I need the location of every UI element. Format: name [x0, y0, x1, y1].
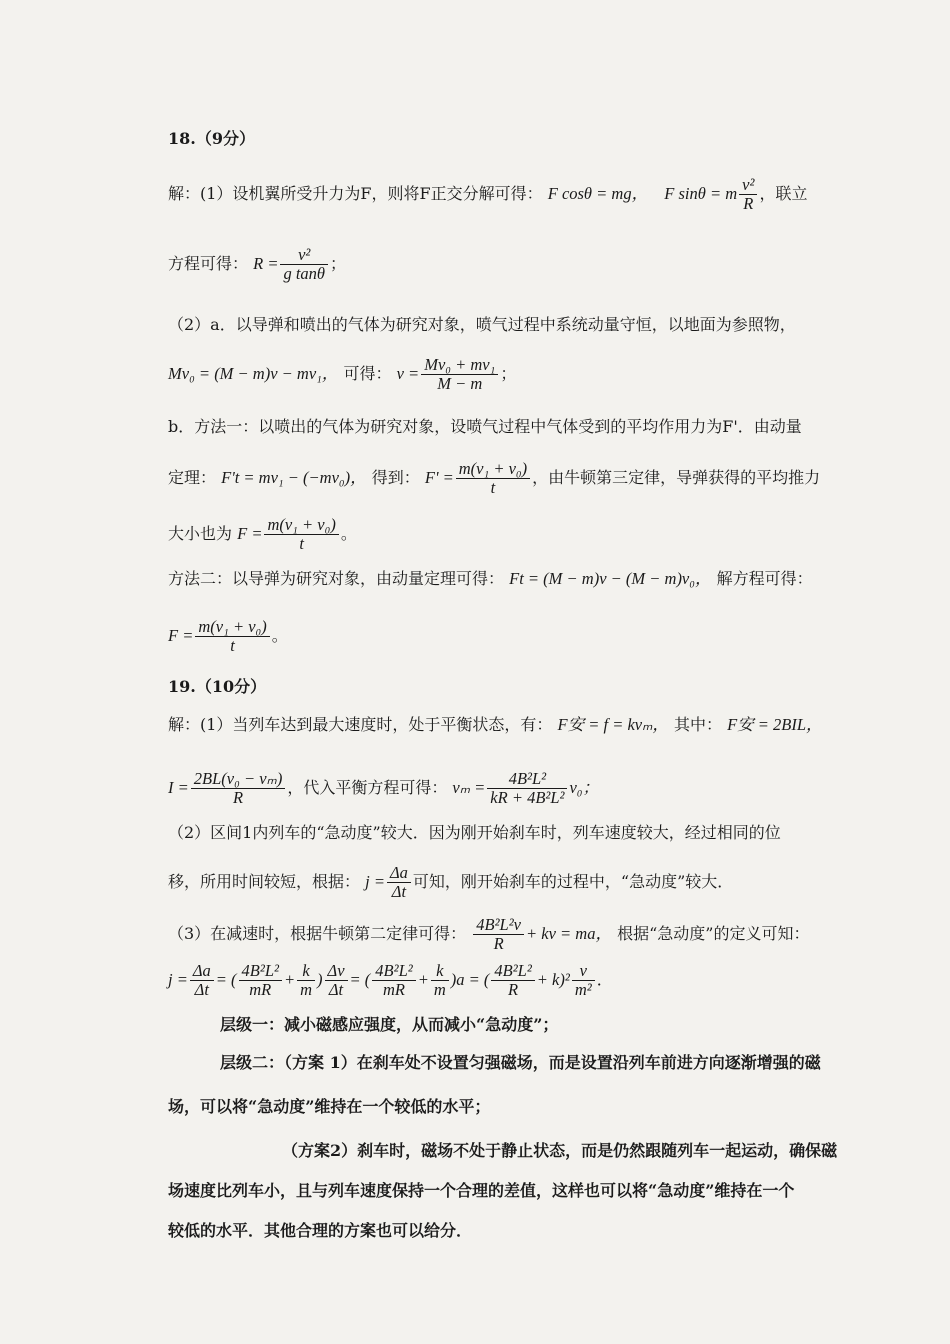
q19-balance-eq: F安 = f = kvₘ， [557, 715, 669, 734]
frac-numerator: Δa [387, 864, 411, 883]
frac-numerator: 4B²L² [372, 962, 415, 981]
frac-denominator: mR [249, 980, 272, 999]
q19-s3-tail: 根据“急动度”的定义可知： [617, 924, 810, 943]
frac-dv-dt [325, 962, 348, 999]
frac-numerator: v² [739, 176, 757, 195]
frac-numerator: m(v₁ + v₀) [456, 460, 530, 479]
frac-numerator: 4B²L² [491, 962, 534, 981]
q18-frac-v [421, 356, 498, 393]
q19-part2-line2 [168, 864, 733, 901]
frac-denominator: m [300, 980, 313, 999]
frac-denominator: t [299, 534, 304, 553]
jerk-op3: = ( [349, 970, 371, 989]
frac-da-dt [190, 962, 214, 999]
q19-level1: 层级一：减小磁感应强度，从而减小“急动度”； [220, 1015, 559, 1034]
jerk-op4: )a = ( [450, 970, 490, 989]
jerk-plus2: + [417, 970, 429, 989]
q19-part2-line1: （2）区间1内列车的“急动度”较大．因为刚开始刹车时，列车速度较大，经过相同的位 [168, 823, 781, 842]
q18-result-label: 方程可得： [168, 254, 249, 273]
frac-v-m2 [572, 962, 595, 999]
frac-k-m [297, 962, 315, 999]
frac-numerator: Mv₀ + mv₁ [421, 356, 498, 375]
frac-denominator: R [232, 788, 244, 807]
frac-numerator: Δv [325, 962, 348, 981]
frac-b2l2-r [491, 962, 534, 999]
q19-p1-mid: 其中： [673, 715, 722, 734]
q19-p2-tail: v₀； [569, 778, 600, 797]
frac-denominator: t [490, 478, 496, 497]
frac-denominator: Δt [391, 882, 407, 901]
frac-denominator: m [433, 980, 446, 999]
q18-fprime-lhs: F' = [424, 468, 454, 487]
q18-r-lhs: R = [253, 254, 279, 273]
frac-numerator: v [572, 962, 595, 981]
q18-m2-text: 方法二：以导弹为研究对象，由动量定理可得： [168, 569, 505, 588]
frac-denominator: Δt [194, 980, 209, 999]
frac-numerator: m(v₁ + v₀) [264, 516, 338, 535]
q19-level3-line2: 场速度比列车小，且与列车速度保持一个合理的差值，这样也可以将“急动度”维持在一个 [168, 1181, 795, 1200]
q19-level3-line3: 较低的水平．其他合理的方案也可以给分． [168, 1221, 473, 1240]
frac-denominator: R [493, 934, 504, 953]
frac-denominator: Δt [328, 980, 344, 999]
q19-force-eq: F安 = 2BIL， [727, 715, 823, 734]
q18-frac-v2-r [739, 176, 757, 213]
frac-numerator: 4B²L²v [473, 916, 524, 935]
q18-part1-text: 解：(1）设机翼所受升力为F，则将F正交分解可得： [168, 184, 543, 203]
q19-level3-line1: （方案2）刹车时，磁场不处于静止状态，而是仍然跟随列车一起运动，确保磁 [282, 1141, 838, 1160]
q18-frac-m2b [195, 618, 269, 655]
q18-b2-label: 定理： [168, 468, 217, 487]
q19-heading: 19.（10分） [168, 677, 267, 696]
q18-method2-result [168, 618, 288, 655]
q18-b2-tail: ，由牛顿第三定律，导弹获得的平均推力 [532, 468, 821, 487]
frac-numerator: 4B²L² [487, 770, 567, 789]
q18-frac-r [280, 246, 328, 283]
q19-frac-vm [487, 770, 567, 807]
frac-numerator: m(v₁ + v₀) [195, 618, 269, 637]
jerk-end: ． [596, 970, 613, 989]
frac-numerator: Δa [190, 962, 214, 981]
q18-part2b-line2 [168, 460, 820, 497]
q18-part2b-line3 [168, 516, 357, 553]
frac-numerator: 4B²L² [239, 962, 282, 981]
q19-frac-force [473, 916, 524, 953]
q18-f-lhs: F = [237, 524, 263, 543]
q19-frac-i [191, 770, 286, 807]
q18-impulse-eq: F't = mv₁ − (−mv₀)， [221, 468, 367, 487]
q19-s2-text: 移，所用时间较短，根据： [168, 872, 361, 891]
frac-numerator: 2BL(v₀ − vₘ) [191, 770, 286, 789]
q19-vm-lhs: vₘ = [452, 778, 486, 797]
q18-part2a-text: （2）a．以导弹和喷出的气体为研究对象，喷气过程中系统动量守恒，以地面为参照物， [168, 315, 796, 334]
q18-a-tail: ； [500, 364, 517, 383]
q19-part3-line1 [168, 916, 809, 953]
q18-eq-cos: F cosθ = mg， [547, 184, 649, 203]
frac-denominator: t [230, 636, 235, 655]
frac-numerator: k [431, 962, 449, 981]
q18-m2-tail: 解方程可得： [716, 569, 813, 588]
q19-level2-line1: 层级二：（方案 1）在刹车处不设置匀强磁场，而是设置沿列车前进方向逐渐增强的磁 [220, 1053, 821, 1072]
q18-b2-mid: 得到： [371, 468, 420, 487]
q18-m2b-tail: 。 [271, 626, 288, 645]
q18-eq-sin-lhs: F sinθ = m [664, 184, 738, 203]
q18-a-mid: 可得： [343, 364, 392, 383]
jerk-op2: ) [317, 970, 323, 989]
frac-denominator: kR + 4B²L² [490, 788, 565, 807]
jerk-op1: = ( [215, 970, 237, 989]
jerk-op5: + k)² [536, 970, 570, 989]
q18-m2-eq: Ft = (M − m)v − (M − m)v₀， [509, 569, 712, 588]
frac-denominator: g tanθ [283, 264, 326, 283]
q18-part1-line2 [168, 246, 346, 283]
jerk-lhs: j = [168, 970, 188, 989]
frac-denominator: R [508, 980, 519, 999]
q19-s2-tail: 可知，刚开始刹车的过程中，“急动度”较大． [412, 872, 734, 891]
q18-part1-line1 [168, 176, 807, 213]
q18-b3-label: 大小也为 [168, 524, 233, 543]
q18-r-tail: ； [330, 254, 347, 273]
q19-level2-line2: 场，可以将“急动度”维持在一个较低的水平； [168, 1097, 491, 1116]
frac-numerator: k [297, 962, 315, 981]
q18-heading: 18.（9分） [168, 129, 255, 148]
frac-numerator: v² [280, 246, 328, 265]
q18-b3-tail: 。 [340, 524, 357, 543]
jerk-plus1: + [283, 970, 296, 989]
frac-k-m-2 [431, 962, 449, 999]
q18-momentum-eq: Mv₀ = (M − m)v − mv₁， [168, 364, 339, 383]
frac-b2l2-mr-2 [372, 962, 415, 999]
q19-newton-eq: + kv = ma， [526, 924, 612, 943]
q19-frac-j [387, 864, 411, 901]
q18-part2a-eq-line [168, 356, 516, 393]
q19-j-lhs: j = [365, 872, 385, 891]
q18-m2b-lhs: F = [168, 626, 194, 645]
q19-i-lhs: I = [168, 778, 189, 797]
q19-p2-mid: ，代入平衡方程可得： [287, 778, 448, 797]
q19-part1-line2 [168, 770, 599, 807]
frac-denominator: m² [574, 980, 592, 999]
q18-frac-f [264, 516, 338, 553]
frac-denominator: mR [383, 980, 405, 999]
q18-part2b-text: b．方法一：以喷出的气体为研究对象，设喷气过程中气体受到的平均作用力为F'．由动量 [168, 417, 802, 436]
q19-s3-text: （3）在减速时，根据牛顿第二定律可得： [168, 924, 467, 943]
frac-denominator: R [743, 194, 754, 213]
q19-jerk-equation [168, 962, 613, 999]
q18-frac-fprime [456, 460, 530, 497]
q18-v-lhs: v = [396, 364, 420, 383]
q18-part1-tail: ，联立 [759, 184, 808, 203]
q19-p1-text: 解：(1）当列车达到最大速度时，处于平衡状态，有： [168, 715, 553, 734]
frac-b2l2-mr [239, 962, 282, 999]
q19-part1-line1 [168, 714, 823, 736]
frac-denominator: M − m [437, 374, 483, 393]
q18-method2-line [168, 568, 813, 590]
